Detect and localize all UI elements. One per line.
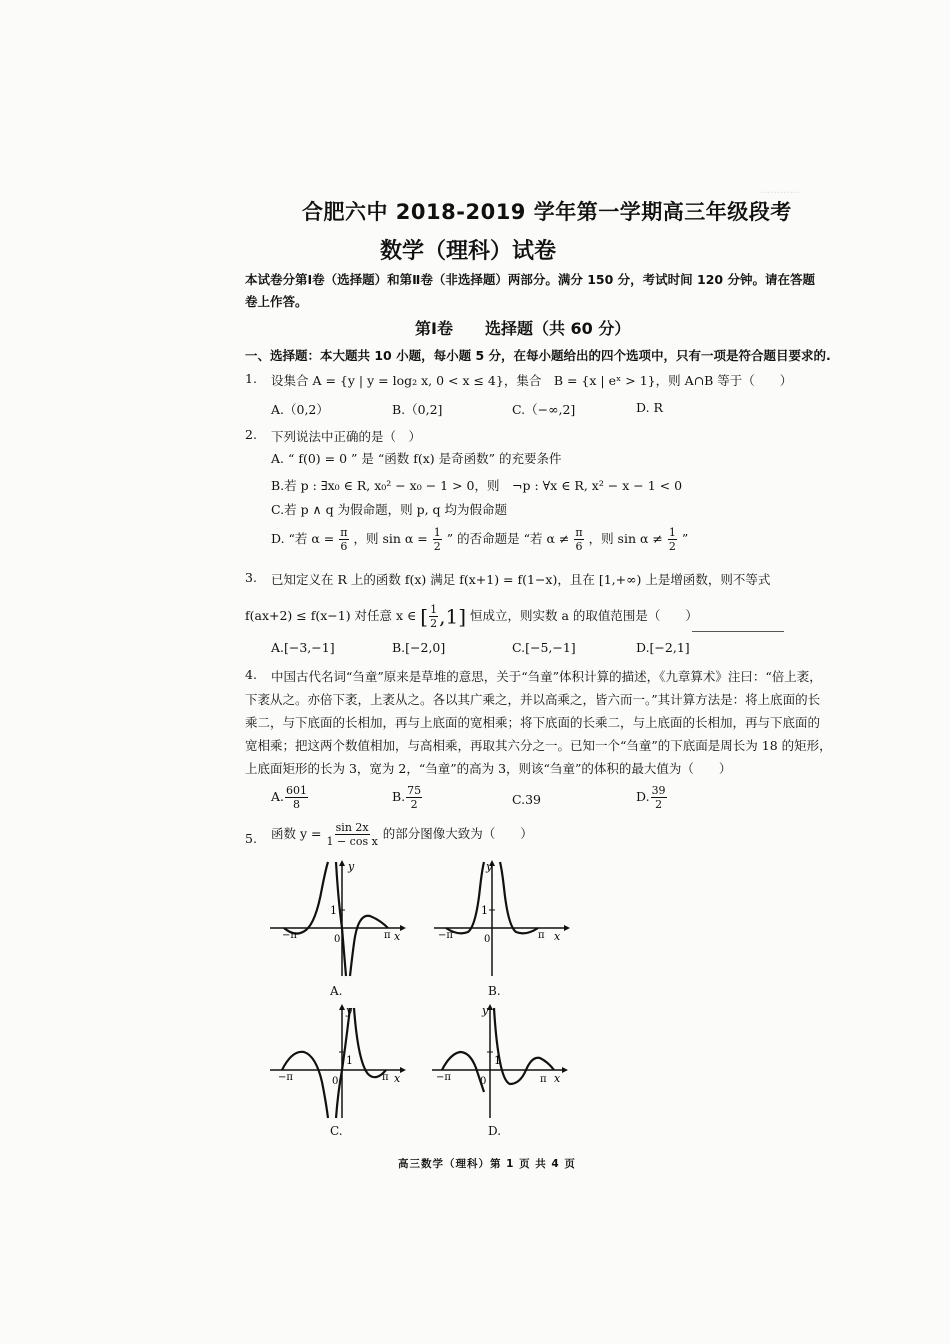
x-axis-arrow <box>562 1067 568 1073</box>
tick-neg-pi: −π <box>282 930 297 941</box>
q2-d-text: ，则 sin α = <box>353 531 428 546</box>
q1-option-c: C.（−∞,2] <box>512 402 576 417</box>
option-label: D. <box>636 789 650 804</box>
fraction: $\frac{\sin 2x}{\text{1 − cos x}}$ <box>326 821 378 848</box>
q1-option-a: A.（0,2） <box>271 402 329 417</box>
graph-b-label: B. <box>488 984 501 998</box>
curve-left <box>282 1052 328 1118</box>
x-axis-arrow <box>400 925 406 931</box>
fraction: $\frac{601}{8}$ <box>286 784 308 811</box>
graph-b-svg <box>430 858 570 978</box>
section-heading: 第Ⅰ卷 选择题（共 60 分） <box>415 319 631 338</box>
tick-pi: π <box>538 930 545 941</box>
graph-option-c <box>266 1002 406 1120</box>
tick-one: 1 <box>330 904 337 917</box>
question-4-line5: 上底面矩形的长为 3，宽为 2，“刍童”的高为 3，则该“刍童”的体积的最大值为（ ） <box>245 761 732 776</box>
graph-d-svg <box>428 1002 568 1120</box>
x-axis-label: x <box>554 930 561 943</box>
bleed-through-text: ………… <box>760 185 800 196</box>
curve-center <box>336 862 346 976</box>
question-4-line2: 下袤从之。亦倍下袤，上袤从之。各以其广乘之，并以高乘之，皆六而一。”其计算方法是：将上底面的长 <box>245 692 821 707</box>
q3-text: 恒成立，则实数 a 的取值范围是（ ） <box>469 608 698 623</box>
tick-zero: 0 <box>484 934 491 945</box>
tick-one: 1 <box>346 1054 353 1067</box>
graph-option-a <box>266 858 406 978</box>
q3-text: f(ax+2) ≤ f(x−1) 对任意 x ∈ <box>245 608 417 623</box>
q2-d-text: ，则 sin α ≠ <box>588 531 663 546</box>
section-instructions: 一、选择题：本大题共 10 小题，每小题 5 分，在每小题给出的四个选项中，只有一项是符合题目要求的. <box>245 348 831 363</box>
intro-line-2: 卷上作答。 <box>245 294 308 309</box>
q4-option-c: C.39 <box>512 792 541 807</box>
y-axis-arrow <box>339 1004 345 1010</box>
curve-right <box>526 1058 554 1070</box>
question-4-line4: 宽相乘；把这两个数值相加，与高相乘，再取其六分之一。已知一个“刍童”的下底面是周长为 18 的矩形， <box>245 738 832 753</box>
tick-zero: 0 <box>332 1076 339 1087</box>
q3-option-b: B.[−2,0] <box>392 640 446 655</box>
graph-d-label: D. <box>488 1124 502 1138</box>
option-label: A. <box>271 789 285 804</box>
question-number: 5. <box>245 831 257 846</box>
x-axis-arrow <box>400 1067 406 1073</box>
option-label: B. <box>392 789 406 804</box>
q4-option-d <box>636 785 668 810</box>
fraction: $\frac{\pi}{6}$ <box>340 526 348 553</box>
graph-a-label: A. <box>330 984 343 998</box>
intro-line-1: 本试卷分第Ⅰ卷（选择题）和第Ⅱ卷（非选择题）两部分。满分 150 分，考试时间 120 分钟。请在答题 <box>245 272 815 287</box>
x-axis-arrow <box>564 925 570 931</box>
curve-left <box>446 862 484 933</box>
q4-option-b <box>392 785 423 810</box>
q2-option-c: C.若 p ∧ q 为假命题，则 p, q 均为假命题 <box>271 502 508 517</box>
tick-neg-pi: −π <box>436 1072 451 1083</box>
q2-option-b: B.若 p : ∃x₀ ∈ R, x₀² − x₀ − 1 > 0，则 ¬p : ∀x ∈ R, x² − x − 1 < 0 <box>271 478 683 493</box>
tick-pi: π <box>540 1074 547 1085</box>
exam-title: 合肥六中 2018-2019 学年第一学期高三年级段考 <box>302 200 792 224</box>
graph-c-svg <box>266 1002 406 1120</box>
question-number: 4. <box>245 667 257 682</box>
question-4-line1: 中国古代名词“刍童”原来是草堆的意思，关于“刍童”体积计算的描述，《九章算术》注曰：“倍上袤， <box>271 669 822 684</box>
y-axis-label: y <box>482 1004 489 1017</box>
q3-option-c: C.[−5,−1] <box>512 640 576 655</box>
question-number: 2. <box>245 427 257 442</box>
q5-text: 函数 y = <box>271 826 322 841</box>
y-axis-arrow <box>339 860 345 866</box>
tick-one: 1 <box>481 904 488 917</box>
fraction: $\frac{\pi}{6}$ <box>575 526 583 553</box>
q5-text: 的部分图像大致为（ ） <box>382 826 533 841</box>
graph-a-svg <box>266 858 406 978</box>
curve-right <box>350 916 388 976</box>
exam-subtitle: 数学（理科）试卷 <box>380 239 557 264</box>
question-2-stem: 下列说法中正确的是（ ） <box>271 429 422 444</box>
q1-option-d: D. R <box>636 400 663 415</box>
fraction: $\frac{1}{2}$ <box>433 526 441 553</box>
fraction: $\frac{1}{2}$ <box>668 526 676 553</box>
question-number: 3. <box>245 570 257 585</box>
q2-option-d <box>271 527 688 552</box>
question-3-stem-line2 <box>245 604 698 629</box>
q1-option-b: B.（0,2] <box>392 402 443 417</box>
tick-zero: 0 <box>334 934 341 945</box>
curve-right <box>354 1008 386 1077</box>
tick-neg-pi: −π <box>278 1072 293 1083</box>
y-axis-label: y <box>346 1004 353 1017</box>
tick-zero: 0 <box>480 1076 487 1087</box>
page-footer: 高三数学（理科）第 1 页 共 4 页 <box>398 1158 576 1170</box>
curve-center <box>494 1008 526 1084</box>
q3-bracket: [ <box>420 604 429 629</box>
q4-option-a <box>271 785 309 810</box>
q2-d-text: ” <box>681 531 689 546</box>
y-axis-label: y <box>348 860 355 873</box>
question-3-stem-line1: 已知定义在 R 上的函数 f(x) 满足 f(x+1) = f(1−x)，且在 [1,+∞) 上是增函数，则不等式 <box>271 572 771 587</box>
fraction: $\frac{1}{2}$ <box>430 603 438 630</box>
tick-pi: π <box>384 930 391 941</box>
curve-left <box>284 862 328 934</box>
question-4-line3: 乘二，与下底面的长相加，再与上底面的宽相乘；将下底面的长乘二，与上底面的长相加，再与下底面的 <box>245 715 821 730</box>
fraction: $\frac{39}{2}$ <box>651 784 666 811</box>
question-1-stem: 设集合 A = {y | y = log₂ x, 0 < x ≤ 4}，集合 B = {x | eˣ > 1}，则 A∩B 等于（ ） <box>271 373 793 388</box>
graph-option-b <box>430 858 570 978</box>
x-axis-label: x <box>394 1072 401 1085</box>
q3-bracket: ,1] <box>439 604 466 629</box>
q2-d-text: ” 的否命题是 “若 α ≠ <box>446 531 570 546</box>
tick-one: 1 <box>494 1054 501 1067</box>
q2-option-a: A. “ f(0) = 0 ” 是 “函数 f(x) 是奇函数” 的充要条件 <box>271 451 562 466</box>
x-axis-label: x <box>554 1072 561 1085</box>
question-5-stem <box>271 822 533 847</box>
question-number: 1. <box>245 371 257 386</box>
tick-neg-pi: −π <box>438 930 453 941</box>
tick-pi: π <box>382 1072 389 1083</box>
q2-d-text: D. “若 α = <box>271 531 335 546</box>
q3-option-a: A.[−3,−1] <box>271 640 335 655</box>
fraction: $\frac{75}{2}$ <box>407 784 422 811</box>
curve-right <box>500 862 538 933</box>
y-axis-label: y <box>486 860 493 873</box>
graph-option-d <box>428 1002 568 1120</box>
x-axis-label: x <box>394 930 401 943</box>
graph-c-label: C. <box>330 1124 343 1138</box>
q3-option-d: D.[−2,1] <box>636 640 690 655</box>
margin-rule <box>692 631 784 632</box>
